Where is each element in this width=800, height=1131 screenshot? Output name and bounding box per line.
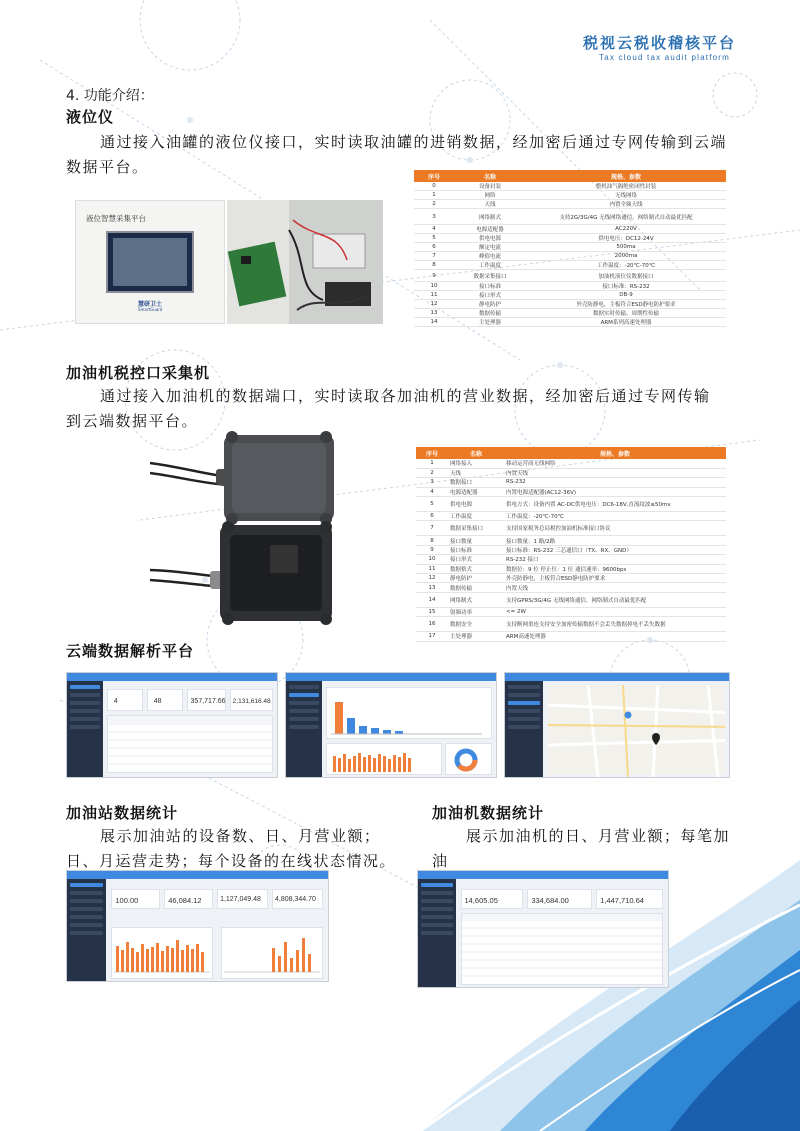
collector-box-illustration — [150, 425, 350, 630]
machine-stats-line1: 展示加油机的日、月营业额；每笔加油 — [432, 827, 731, 870]
spec2-value: 接口数量：1 路/2路 — [504, 536, 726, 545]
spec1-row — [414, 261, 726, 270]
cloud-map-screenshot — [504, 672, 730, 778]
shot1-value-2: 48 — [153, 698, 162, 705]
spec2-name: 静电防护 — [448, 574, 504, 583]
spec1-row — [414, 182, 726, 191]
spec2-value: <= 2W — [504, 607, 726, 616]
spec1-name: 数据传输 — [454, 309, 526, 318]
spec1-row — [414, 243, 726, 252]
shot2-donut-chart — [446, 744, 486, 774]
spec2-row — [416, 564, 726, 573]
spec1-row — [414, 225, 726, 234]
spec2-row — [416, 592, 726, 607]
spec1-value: 内置全频天线 — [526, 200, 726, 209]
spec2-header-index: 序号 — [416, 447, 448, 459]
spec1-value: ARM系列高速处理器 — [526, 318, 726, 327]
spec2-row — [416, 459, 726, 468]
spec2-name: 天线 — [448, 468, 504, 477]
shot2-small-bars — [327, 744, 437, 774]
station-value-3: 1,127,049.48 — [220, 896, 261, 903]
spec2-name: 接口形式 — [448, 555, 504, 564]
spec2-name: 接口数量 — [448, 536, 504, 545]
shot1-value-4: 2,131,616.48 — [232, 698, 271, 705]
spec2-name: 主处理器 — [448, 632, 504, 641]
spec2-index: 15 — [416, 607, 448, 616]
spec1-name: 工作温度 — [454, 261, 526, 270]
spec2-index: 8 — [416, 536, 448, 545]
spec1-name: 供电电源 — [454, 234, 526, 243]
spec1-row — [414, 318, 726, 327]
spec2-index: 10 — [416, 555, 448, 564]
spec2-index: 4 — [416, 487, 448, 496]
spec2-value: RS-232 — [504, 478, 726, 487]
tax-control-heading: 加油机税控口采集机 — [66, 364, 211, 382]
spec1-index: 9 — [414, 270, 454, 282]
cloud-charts-screenshot — [285, 672, 497, 778]
spec2-value: 移动运营商无线网络 — [504, 459, 726, 468]
spec2-value: 工作温度：-20℃-70℃ — [504, 512, 726, 521]
spec2-value: 数据位：9 位 停止位：1 位 通信速率：9600bps — [504, 564, 726, 573]
spec2-row — [416, 574, 726, 583]
spec1-index: 6 — [414, 243, 454, 252]
spec2-name: 射频功率 — [448, 607, 504, 616]
spec1-index: 2 — [414, 200, 454, 209]
spec2-row — [416, 583, 726, 592]
spec1-header-index: 序号 — [414, 170, 454, 182]
spec1-name: 接口标准 — [454, 282, 526, 291]
spec2-name: 供电电源 — [448, 497, 504, 512]
spec1-header-params: 规格、参数 — [526, 170, 726, 182]
spec1-value: 支持2G/3G/4G 无线网络通信，网络制式自动最优匹配 — [526, 209, 726, 225]
spec1-value: 接口标准：RS-232 — [526, 282, 726, 291]
spec1-index: 0 — [414, 182, 454, 191]
spec2-row — [416, 478, 726, 487]
spec2-name: 网络制式 — [448, 592, 504, 607]
cloud-dashboard-screenshot — [66, 672, 278, 778]
station-stats-screenshot — [66, 870, 329, 982]
spec2-index: 11 — [416, 564, 448, 573]
spec1-index: 13 — [414, 309, 454, 318]
level-gauge-spec-table — [414, 170, 726, 327]
spec1-index: 4 — [414, 225, 454, 234]
spec2-index: 2 — [416, 468, 448, 477]
spec1-index: 3 — [414, 209, 454, 225]
spec2-row — [416, 497, 726, 512]
level-gauge-line2: 数据平台。 — [66, 158, 149, 176]
internals-illustration — [227, 200, 383, 324]
station-stats-line2: 日、月运营走势；每个设备的在线状态情况。 — [66, 852, 397, 870]
station-value-2: 46,084.12 — [168, 896, 202, 905]
device-logo: 慧研卫士 — [138, 301, 163, 308]
spec2-row — [416, 607, 726, 616]
machine-value-1: 14,605.05 — [464, 896, 498, 905]
cloud-heading: 云端数据解析平台 — [66, 642, 195, 660]
spec1-header-name: 名称 — [454, 170, 526, 182]
spec2-value: RS-232 接口 — [504, 555, 726, 564]
spec1-name: 峰值电流 — [454, 252, 526, 261]
spec2-index: 16 — [416, 617, 448, 632]
spec1-index: 8 — [414, 261, 454, 270]
spec2-index: 13 — [416, 583, 448, 592]
spec1-name: 天线 — [454, 200, 526, 209]
level-gauge-device-photo — [75, 200, 225, 324]
spec1-value: 加油机液位仪数据接口 — [526, 270, 726, 282]
spec1-index: 5 — [414, 234, 454, 243]
machine-stats-heading: 加油机数据统计 — [432, 804, 545, 822]
spec1-index: 1 — [414, 191, 454, 200]
spec2-header-params: 规格、参数 — [504, 447, 726, 459]
spec2-name: 工作温度 — [448, 512, 504, 521]
shot1-value-1: 4 — [113, 698, 118, 705]
spec1-value: 整机油气隔绝密闭性封装 — [526, 182, 726, 191]
spec1-row — [414, 252, 726, 261]
spec2-index: 5 — [416, 497, 448, 512]
shot3-map — [548, 685, 725, 777]
level-gauge-heading: 液位仪 — [66, 108, 115, 126]
spec1-index: 14 — [414, 318, 454, 327]
spec1-value: 无线网络 — [526, 191, 726, 200]
spec2-name: 接口标准 — [448, 545, 504, 554]
device-screen — [106, 231, 194, 293]
spec1-value: 500ma — [526, 243, 726, 252]
spec1-value: DB-9 — [526, 291, 726, 300]
spec1-row — [414, 291, 726, 300]
tax-control-line1: 通过接入加油机的数据端口，实时读取各加油机的营业数据，经加密后通过专网传输 — [100, 387, 711, 405]
section-number: 4. 功能介绍： — [66, 88, 154, 104]
shot1-value-3: 357,717.66 — [190, 698, 226, 705]
spec1-row — [414, 282, 726, 291]
device-label: 液位智慧采集平台 — [86, 214, 146, 223]
spec2-value: 支持国家税务总局税控加油机标准接口协议 — [504, 521, 726, 536]
spec1-name: 静电防护 — [454, 300, 526, 309]
spec1-index: 12 — [414, 300, 454, 309]
station-stats-heading: 加油站数据统计 — [66, 804, 179, 822]
spec1-row — [414, 270, 726, 282]
brand-title: 税视云税收稽核平台 — [582, 34, 736, 52]
station-stats-line1: 展示加油站的设备数、日、月营业额； — [100, 827, 381, 845]
spec1-name: 额定电流 — [454, 243, 526, 252]
spec2-value: 内置天线 — [504, 468, 726, 477]
spec1-value: 2000ma — [526, 252, 726, 261]
spec2-index: 1 — [416, 459, 448, 468]
spec2-index: 17 — [416, 632, 448, 641]
machine-value-2: 334,684.00 — [531, 896, 569, 905]
spec2-name: 电源适配器 — [448, 487, 504, 496]
spec1-value: AC220V — [526, 225, 726, 234]
spec2-value: 内置电源适配器(AC12-36V) — [504, 487, 726, 496]
spec2-name: 网络接入 — [448, 459, 504, 468]
spec1-index: 11 — [414, 291, 454, 300]
shot1-table-lines — [108, 716, 272, 774]
spec1-value: 外壳防静电，主板符合ESD静电防护要求 — [526, 300, 726, 309]
spec2-index: 6 — [416, 512, 448, 521]
station-value-1: 100.00 — [115, 896, 139, 905]
spec2-header-name: 名称 — [448, 447, 504, 459]
spec2-row — [416, 536, 726, 545]
spec1-row — [414, 191, 726, 200]
station-monthly-bars — [222, 928, 322, 978]
spec2-index: 7 — [416, 521, 448, 536]
spec2-row — [416, 617, 726, 632]
spec2-name: 数据接口 — [448, 478, 504, 487]
spec2-row — [416, 468, 726, 477]
spec2-index: 14 — [416, 592, 448, 607]
device-logo-sub: SmartGuard — [138, 307, 163, 312]
brand-subtitle: Tax cloud tax audit platform — [599, 53, 730, 62]
spec2-value: 支持GPRS/3G/4G 无线网络通信，网络制式自动最优匹配 — [504, 592, 726, 607]
spec1-row — [414, 209, 726, 225]
spec2-index: 12 — [416, 574, 448, 583]
spec1-name: 网络制式 — [454, 209, 526, 225]
tax-control-spec-table — [416, 447, 726, 642]
spec2-name: 数据传输 — [448, 583, 504, 592]
spec2-index: 9 — [416, 545, 448, 554]
spec1-row — [414, 300, 726, 309]
spec2-value: ARM高速处理器 — [504, 632, 726, 641]
spec2-row — [416, 512, 726, 521]
spec1-name: 网络 — [454, 191, 526, 200]
spec2-row — [416, 632, 726, 641]
spec1-index: 7 — [414, 252, 454, 261]
level-gauge-internals-photo — [227, 200, 383, 324]
station-stats-description — [66, 824, 406, 874]
spec1-name: 主处理器 — [454, 318, 526, 327]
spec2-name: 数据格式 — [448, 564, 504, 573]
spec1-row — [414, 234, 726, 243]
tax-control-line2: 到云端数据平台。 — [66, 412, 199, 430]
spec1-value: 供电电压：DC12-24V — [526, 234, 726, 243]
spec2-value: 外壳防静电，主板符合ESD静电防护要求 — [504, 574, 726, 583]
spec2-value: 支持断网重连支持安全加密传输数据不会丢失数据掉电不丢失数据 — [504, 617, 726, 632]
spec1-name: 接口形式 — [454, 291, 526, 300]
spec1-value: 数据实时传输、周期性传输 — [526, 309, 726, 318]
spec2-value: 供电方式：设备内置 AC-DC供电电压：DC6-18V,直流纹波≤50mv — [504, 497, 726, 512]
spec2-index: 3 — [416, 478, 448, 487]
station-value-4: 4,808,344.70 — [275, 896, 316, 903]
spec2-value: 内置天线 — [504, 583, 726, 592]
machine-records-table — [462, 914, 663, 986]
spec1-value: 工作温度：-20℃-70℃ — [526, 261, 726, 270]
station-daily-bars — [112, 928, 212, 978]
spec2-row — [416, 487, 726, 496]
shot2-bar-chart — [327, 688, 487, 738]
spec1-name: 电源适配器 — [454, 225, 526, 234]
spec2-value: 接口标准：RS-232 三芯通信口（TX、RX、GND） — [504, 545, 726, 554]
spec2-row — [416, 521, 726, 536]
spec1-row — [414, 309, 726, 318]
spec2-row — [416, 555, 726, 564]
tax-control-device-photo — [150, 425, 350, 630]
level-gauge-line1: 通过接入油罐的液位仪接口，实时读取油罐的进销数据，经加密后通过专网传输到云端 — [100, 133, 728, 151]
machine-stats-screenshot — [417, 870, 669, 988]
spec2-row — [416, 545, 726, 554]
machine-value-3: 1,447,710.64 — [600, 896, 644, 905]
spec1-index: 10 — [414, 282, 454, 291]
spec2-name: 数据采集接口 — [448, 521, 504, 536]
spec2-name: 数据安全 — [448, 617, 504, 632]
spec1-row — [414, 200, 726, 209]
spec1-name: 设备封装 — [454, 182, 526, 191]
spec1-name: 数据采集接口 — [454, 270, 526, 282]
